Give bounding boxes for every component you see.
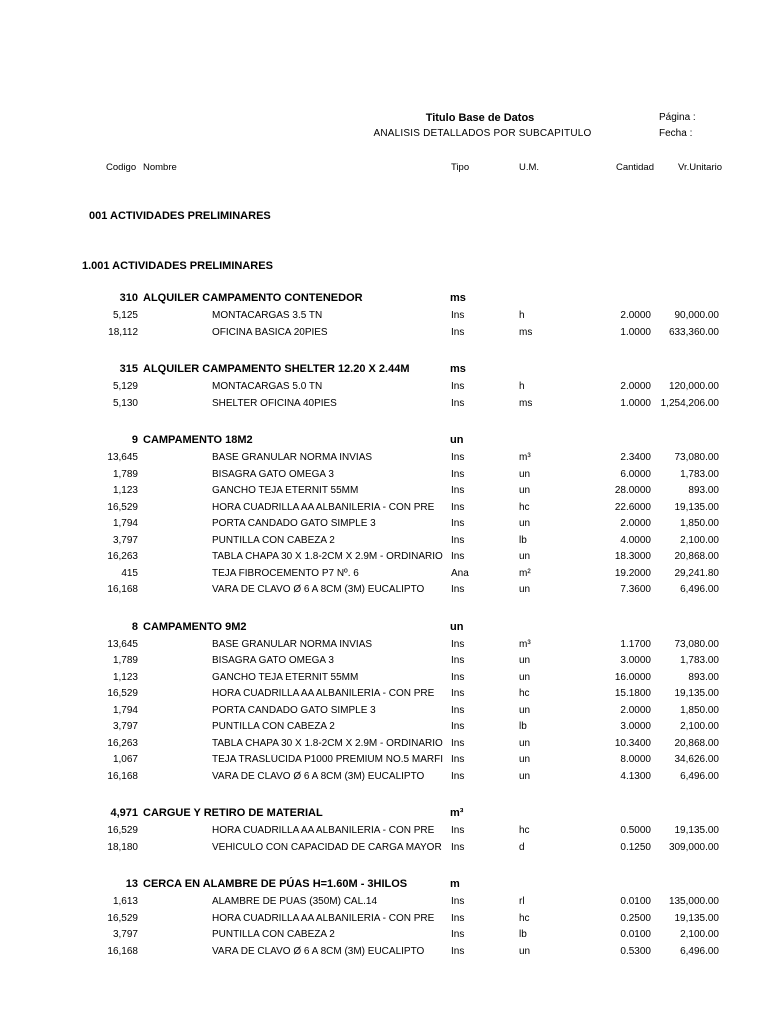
- table-row: [0, 752, 768, 769]
- row-vr-unitario: 19,135.00: [674, 501, 719, 513]
- row-um: un: [519, 737, 531, 749]
- row-cantidad: 18.3000: [614, 551, 651, 562]
- row-um: lb: [519, 534, 527, 546]
- row-code: 16,529: [107, 912, 138, 924]
- row-code: 16,263: [107, 551, 138, 562]
- row-name: MONTACARGAS 5.0 TN: [212, 381, 323, 392]
- row-um: m³: [519, 638, 531, 650]
- row-code: 16,529: [107, 825, 138, 836]
- row-code: 1,613: [112, 896, 138, 907]
- row-code: 1,794: [112, 518, 138, 529]
- row-vr-unitario: 6,496.00: [680, 770, 719, 782]
- row-cantidad: 2.0000: [620, 518, 651, 529]
- row-name: PORTA CANDADO GATO SIMPLE 3: [212, 704, 376, 716]
- row-vr-unitario: 6,496.00: [680, 945, 719, 957]
- table-row: [0, 566, 768, 583]
- row-vr-unitario: 893.00: [688, 485, 719, 496]
- row-um: un: [519, 655, 531, 666]
- row-tipo: Ins: [451, 655, 465, 666]
- row-cantidad: 28.0000: [614, 485, 651, 496]
- row-name: PUNTILLA CON CABEZA 2: [212, 534, 335, 546]
- table-row: [0, 736, 768, 753]
- row-vr-unitario: 2,100.00: [680, 721, 719, 732]
- report-title: Titulo Base de Datos: [425, 112, 535, 124]
- table-row: [0, 927, 768, 944]
- row-cantidad: 0.5300: [620, 945, 651, 957]
- row-um: hc: [519, 912, 530, 924]
- row-code: 415: [121, 567, 138, 579]
- row-name: TABLA CHAPA 30 X 1.8-2CM X 2.9M - ORDINARIO: [212, 737, 443, 749]
- row-um: un: [519, 485, 531, 496]
- row-cantidad: 4.1300: [620, 770, 651, 782]
- table-row: [0, 379, 768, 396]
- table-row: [0, 944, 768, 961]
- analysis-groups: [0, 290, 768, 980]
- row-tipo: Ins: [451, 770, 465, 782]
- row-vr-unitario: 6,496.00: [680, 584, 719, 595]
- row-tipo: Ins: [451, 485, 465, 496]
- row-code: 1,123: [112, 485, 138, 496]
- row-um: un: [519, 584, 531, 595]
- row-cantidad: 2.0000: [620, 381, 651, 392]
- row-vr-unitario: 135,000.00: [668, 896, 719, 907]
- row-um: d: [519, 841, 525, 853]
- row-tipo: Ins: [451, 584, 465, 595]
- table-row: [0, 500, 768, 517]
- row-vr-unitario: 90,000.00: [674, 310, 719, 321]
- row-name: TEJA TRASLÚCIDA P1000 PREMIUM NO.5 MARFI: [212, 754, 443, 765]
- table-row: [0, 308, 768, 325]
- row-vr-unitario: 1,783.00: [680, 655, 719, 666]
- group-header: [0, 876, 768, 894]
- row-name: SHELTER OFICINA 40PIES: [212, 397, 337, 409]
- row-vr-unitario: 20,868.00: [674, 737, 719, 749]
- table-row: [0, 769, 768, 786]
- group-name: CERCA EN ALAMBRE DE PÚAS H=1.60M - 3HILOS: [143, 878, 408, 890]
- row-code: 3,797: [112, 721, 138, 732]
- row-tipo: Ins: [451, 945, 465, 957]
- row-tipo: Ins: [451, 721, 465, 732]
- group-name: CAMPAMENTO 9M2: [143, 620, 247, 633]
- fecha-label: Fecha :: [659, 128, 693, 139]
- row-tipo: Ins: [451, 929, 465, 940]
- row-name: GANCHO TEJA ETERNIT 55MM: [212, 671, 359, 683]
- row-cantidad: 0.0100: [620, 896, 651, 907]
- row-name: BISAGRA GATO OMEGA 3: [212, 655, 334, 666]
- row-tipo: Ins: [451, 896, 465, 907]
- row-cantidad: 3.0000: [620, 721, 651, 732]
- row-tipo: Ins: [451, 737, 465, 749]
- row-cantidad: 2.0000: [620, 310, 651, 321]
- row-tipo: Ana: [451, 567, 469, 579]
- row-name: OFICINA BÁSICA 20PIES: [212, 326, 328, 338]
- row-name: VARA DE CLAVO Ø 6 A 8CM (3M) EUCALIPTO: [212, 584, 425, 595]
- row-vr-unitario: 2,100.00: [680, 929, 719, 940]
- row-um: un: [519, 518, 531, 529]
- row-tipo: Ins: [451, 310, 465, 321]
- row-vr-unitario: 1,850.00: [680, 518, 719, 529]
- table-row: [0, 549, 768, 566]
- subchapter-title: 1.001 ACTIVIDADES PRELIMINARES: [82, 260, 273, 272]
- column-header-nombre: Nombre: [143, 162, 177, 173]
- group-header: [0, 619, 768, 637]
- row-cantidad: 3.0000: [620, 655, 651, 666]
- row-tipo: Ins: [451, 501, 465, 513]
- row-tipo: Ins: [451, 671, 465, 683]
- row-vr-unitario: 2,100.00: [680, 534, 719, 546]
- table-row: [0, 637, 768, 654]
- row-cantidad: 15.1800: [614, 688, 651, 699]
- group-unit: ms: [450, 292, 466, 304]
- row-name: TEJA FIBROCEMENTO P7 Nº. 6: [212, 567, 359, 579]
- group-code: 315: [119, 363, 138, 375]
- row-code: 13,645: [107, 452, 138, 463]
- row-cantidad: 1.0000: [620, 326, 651, 338]
- table-row: [0, 719, 768, 736]
- row-um: un: [519, 468, 531, 480]
- column-header-codigo: Codigo: [106, 162, 137, 173]
- group-code: 8: [131, 620, 138, 633]
- table-row: [0, 516, 768, 533]
- row-um: hc: [519, 825, 530, 836]
- row-um: un: [519, 945, 531, 957]
- row-name: PORTA CANDADO GATO SIMPLE 3: [212, 518, 376, 529]
- row-vr-unitario: 29,241.80: [674, 567, 719, 579]
- row-vr-unitario: 1,254,206.00: [660, 397, 719, 409]
- row-um: un: [519, 770, 531, 782]
- table-row: [0, 396, 768, 413]
- row-cantidad: 10.3400: [614, 737, 651, 749]
- table-row: [0, 823, 768, 840]
- table-row: [0, 653, 768, 670]
- row-code: 16,168: [107, 945, 138, 957]
- table-row: [0, 686, 768, 703]
- row-code: 18,180: [107, 841, 138, 853]
- row-name: ALAMBRE DE PÚAS (350M) CAL.14: [212, 896, 378, 907]
- row-name: PUNTILLA CON CABEZA 2: [212, 929, 335, 940]
- row-cantidad: 1.0000: [620, 397, 651, 409]
- row-name: BASE GRANULAR NORMA INVIAS: [212, 638, 373, 650]
- table-row: [0, 533, 768, 550]
- group-unit: m: [450, 878, 460, 890]
- row-vr-unitario: 1,850.00: [680, 704, 719, 716]
- row-tipo: Ins: [451, 452, 465, 463]
- group-name: ALQUILER CAMPAMENTO CONTENEDOR: [143, 292, 363, 304]
- table-row: [0, 582, 768, 599]
- row-cantidad: 0.1250: [620, 841, 651, 853]
- row-code: 1,123: [112, 671, 138, 683]
- row-name: HORA CUADRILLA AA ALBAÑILERÍA - CON PRE: [212, 912, 435, 924]
- group-name: ALQUILER CAMPAMENTO SHELTER 12.20 X 2.44M: [143, 363, 410, 375]
- row-cantidad: 1.1700: [620, 638, 651, 650]
- table-row: [0, 670, 768, 687]
- row-code: 18,112: [108, 326, 138, 338]
- table-row: [0, 894, 768, 911]
- row-um: h: [519, 381, 525, 392]
- row-vr-unitario: 34,626.00: [674, 754, 719, 765]
- row-name: VARA DE CLAVO Ø 6 A 8CM (3M) EUCALIPTO: [212, 770, 425, 782]
- group-header: [0, 361, 768, 379]
- column-header-cantidad: Cantidad: [615, 162, 654, 173]
- row-vr-unitario: 893.00: [688, 671, 719, 683]
- row-um: hc: [519, 688, 530, 699]
- row-code: 1,789: [112, 655, 138, 666]
- row-code: 3,797: [112, 534, 138, 546]
- row-um: un: [519, 551, 531, 562]
- row-tipo: Ins: [451, 381, 465, 392]
- row-vr-unitario: 19,135.00: [674, 825, 719, 836]
- group-name: CARGUE Y RETIRO DE MATERIAL: [143, 807, 323, 819]
- row-um: ms: [519, 397, 533, 409]
- row-vr-unitario: 309,000.00: [668, 841, 719, 853]
- row-code: 5,130: [112, 397, 138, 409]
- table-row: [0, 467, 768, 484]
- row-um: m³: [519, 452, 531, 463]
- row-code: 1,794: [112, 704, 138, 716]
- row-code: 5,129: [112, 381, 138, 392]
- row-name: BISAGRA GATO OMEGA 3: [212, 468, 334, 480]
- row-code: 16,168: [107, 770, 138, 782]
- row-um: ms: [519, 326, 533, 338]
- row-name: PUNTILLA CON CABEZA 2: [212, 721, 335, 732]
- chapter-title: 001 ACTIVIDADES PRELIMINARES: [89, 210, 271, 222]
- row-cantidad: 4.0000: [620, 534, 651, 546]
- row-um: lb: [519, 929, 527, 940]
- row-code: 3,797: [112, 929, 138, 940]
- row-tipo: Ins: [451, 397, 465, 409]
- group-unit: un: [450, 434, 464, 446]
- row-cantidad: 19.2000: [614, 567, 651, 579]
- row-cantidad: 6.0000: [620, 468, 651, 480]
- row-tipo: Ins: [451, 534, 465, 546]
- row-vr-unitario: 20,868.00: [674, 551, 719, 562]
- row-um: lb: [519, 721, 527, 732]
- row-name: HORA CUADRILLA AA ALBAÑILERÍA - CON PRE: [212, 825, 435, 836]
- row-tipo: Ins: [451, 704, 465, 716]
- row-code: 1,789: [112, 468, 138, 480]
- table-row: [0, 911, 768, 928]
- row-um: un: [519, 671, 531, 683]
- group-unit: un: [450, 620, 464, 633]
- row-tipo: Ins: [451, 754, 465, 765]
- table-row: [0, 325, 768, 342]
- row-cantidad: 0.2500: [620, 912, 651, 924]
- analysis-group: [0, 432, 768, 599]
- row-name: VARA DE CLAVO Ø 6 A 8CM (3M) EUCALIPTO: [212, 945, 425, 957]
- row-vr-unitario: 19,135.00: [674, 688, 719, 699]
- row-tipo: Ins: [451, 638, 465, 650]
- row-um: m²: [519, 567, 531, 579]
- row-tipo: Ins: [451, 551, 465, 562]
- row-cantidad: 22.6000: [614, 501, 651, 513]
- column-header-vr-unitario: Vr.Unitario: [678, 162, 722, 173]
- table-row: [0, 840, 768, 857]
- row-cantidad: 0.5000: [620, 825, 651, 836]
- column-header-tipo: Tipo: [451, 162, 470, 173]
- row-code: 1,067: [112, 754, 138, 765]
- row-vr-unitario: 73,080.00: [674, 452, 719, 463]
- row-name: HORA CUADRILLA AA ALBAÑILERÍA - CON PRE: [212, 501, 435, 513]
- row-cantidad: 7.3600: [620, 584, 651, 595]
- row-vr-unitario: 633,360.00: [668, 326, 719, 338]
- row-name: HORA CUADRILLA AA ALBAÑILERÍA - CON PRE: [212, 688, 435, 699]
- row-name: MONTACARGAS 3.5 TN: [212, 310, 323, 321]
- row-code: 16,263: [107, 737, 138, 749]
- group-code: 9: [131, 434, 138, 446]
- row-um: un: [519, 704, 531, 716]
- row-tipo: Ins: [451, 841, 465, 853]
- row-cantidad: 0.0100: [620, 929, 651, 940]
- row-vr-unitario: 73,080.00: [674, 638, 719, 650]
- analysis-group: [0, 290, 768, 341]
- row-cantidad: 2.3400: [620, 452, 651, 463]
- group-header: [0, 290, 768, 308]
- row-cantidad: 8.0000: [620, 754, 651, 765]
- row-cantidad: 2.0000: [620, 704, 651, 716]
- group-code: 4,971: [110, 807, 138, 819]
- row-um: h: [519, 310, 525, 321]
- group-header: [0, 432, 768, 450]
- row-um: un: [519, 754, 531, 765]
- row-vr-unitario: 1,783.00: [680, 468, 719, 480]
- analysis-group: [0, 876, 768, 960]
- row-tipo: Ins: [451, 468, 465, 480]
- analysis-group: [0, 619, 768, 786]
- row-name: VEHÍCULO CON CAPACIDAD DE CARGA MAYOR: [212, 841, 442, 853]
- row-code: 16,529: [107, 501, 138, 513]
- row-name: TABLA CHAPA 30 X 1.8-2CM X 2.9M - ORDINARIO: [212, 551, 443, 562]
- row-code: 16,168: [107, 584, 138, 595]
- row-name: GANCHO TEJA ETERNIT 55MM: [212, 485, 359, 496]
- column-header-um: U.M.: [519, 162, 540, 173]
- row-um: rl: [519, 896, 525, 907]
- table-row: [0, 450, 768, 467]
- table-row: [0, 483, 768, 500]
- table-row: [0, 703, 768, 720]
- row-code: 5,125: [112, 310, 138, 321]
- report-subtitle: ANALISIS DETALLADOS POR SUBCAPITULO: [373, 128, 592, 139]
- pagina-label: Página :: [659, 112, 696, 123]
- row-tipo: Ins: [451, 688, 465, 699]
- row-um: hc: [519, 501, 530, 513]
- row-code: 16,529: [107, 688, 138, 699]
- row-vr-unitario: 120,000.00: [668, 381, 719, 392]
- group-name: CAMPAMENTO 18M2: [143, 434, 253, 446]
- row-tipo: Ins: [451, 326, 465, 338]
- row-tipo: Ins: [451, 825, 465, 836]
- row-tipo: Ins: [451, 912, 465, 924]
- group-code: 310: [119, 292, 138, 304]
- group-unit: ms: [450, 363, 466, 375]
- group-unit: m³: [450, 807, 464, 819]
- analysis-group: [0, 361, 768, 412]
- row-tipo: Ins: [451, 518, 465, 529]
- group-header: [0, 805, 768, 823]
- group-code: 13: [125, 878, 138, 890]
- row-cantidad: 16.0000: [614, 671, 651, 683]
- row-name: BASE GRANULAR NORMA INVIAS: [212, 452, 373, 463]
- analysis-group: [0, 805, 768, 856]
- row-code: 13,645: [107, 638, 138, 650]
- row-vr-unitario: 19,135.00: [674, 912, 719, 924]
